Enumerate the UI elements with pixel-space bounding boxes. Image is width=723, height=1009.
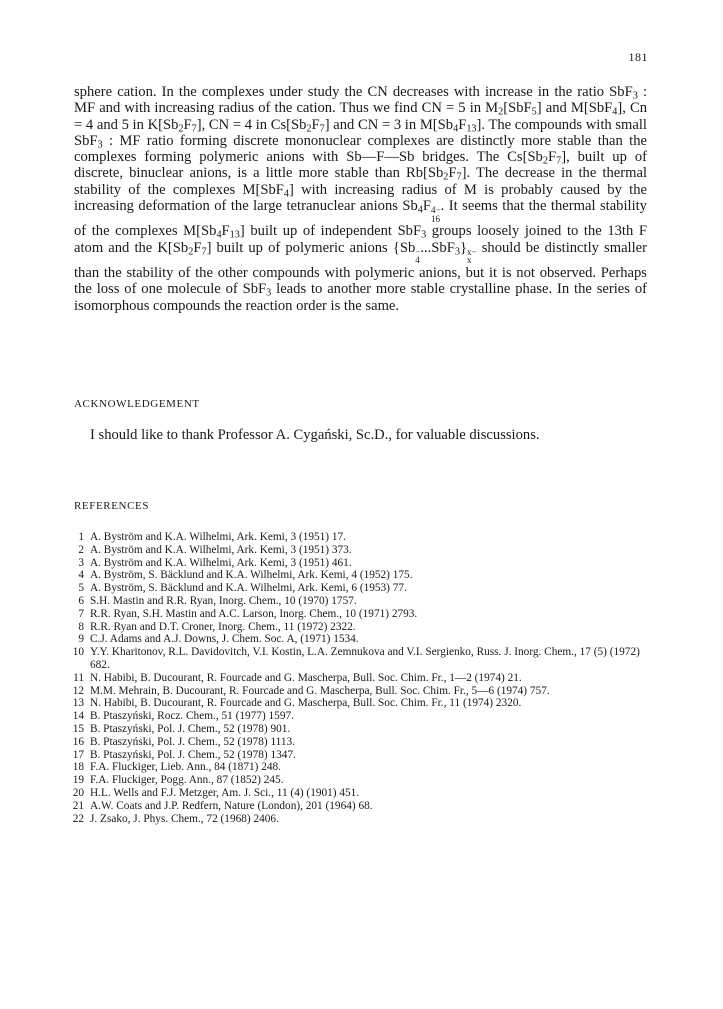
reference-item <box>60 710 650 723</box>
body-text-run: should be distinctly smaller than the stability of the other compounds with polymeric anions, but it is not observed. Perhaps the loss of one molecule of SbF <box>74 239 647 298</box>
subscript: 13 <box>466 123 477 135</box>
body-text-run: . It seems that the thermal stability of the complexes M[Sb <box>74 198 647 240</box>
body-text-run: } <box>459 239 467 256</box>
body-text-run: F <box>183 116 192 133</box>
body-text-run: F <box>458 116 467 133</box>
reference-text: H.L. Wells and F.J. Metzger, Am. J. Sci., 11 (4) (1901) 451. <box>90 786 360 799</box>
reference-text: A. Byström and K.A. Wilhelmi, Ark. Kemi, 3 (1951) 461. <box>90 556 352 569</box>
page-number: 181 <box>628 50 648 64</box>
subscript: 4 <box>216 229 222 241</box>
reference-text: A. Byström, S. Bäcklund and K.A. Wilhelmi, Ark. Kemi, 4 (1952) 175. <box>90 569 413 582</box>
reference-text: N. Habibi, B. Ducourant, R. Fourcade and G. Mascherpa, Bull. Soc. Chim. Fr., 11 (1974) 2320. <box>90 697 522 710</box>
body-text-run: : MF and with increasing radius of the cation. Thus we find CN = 5 in M <box>74 84 648 117</box>
reference-text: Y.Y. Kharitonov, R.L. Davidovitch, V.I. Kostin, L.A. Zemnukova and V.I. Sergienko, Russ. J. Inorg. Chem., 17 (5) (1972) 682. <box>90 646 640 671</box>
body-text-run: : MF ratio forming discrete mononuclear complexes are distinctly more stable than the complexes forming polymeric anions with Sb—F—Sb bridges. The Cs[Sb <box>74 132 647 166</box>
body-text-run: [SbF <box>503 100 532 117</box>
body-text-run: groups loosely joined to the 13th F atom and the K[Sb <box>74 223 647 256</box>
reference-text: F.A. Fluckiger, Lieb. Ann., 84 (1871) 248. <box>90 761 281 774</box>
reference-item <box>60 685 650 698</box>
reference-item <box>60 761 650 774</box>
subscript: 2 <box>443 172 449 184</box>
reference-number: 22 <box>72 812 84 825</box>
reference-text: F.A. Fluckiger, Pogg. Ann., 87 (1852) 245. <box>90 774 284 787</box>
reference-number: 13 <box>72 697 84 710</box>
reference-text: J. Zsako, J. Phys. Chem., 72 (1968) 2406. <box>90 812 279 825</box>
reference-number: 4 <box>78 569 84 582</box>
reference-number: 8 <box>78 620 84 633</box>
subscript: 7 <box>201 246 207 258</box>
reference-number: 20 <box>72 786 84 799</box>
reference-number: 14 <box>72 710 84 723</box>
subscript: 4 <box>612 106 618 118</box>
reference-text: B. Ptaszyński, Pol. J. Chem., 52 (1978) 1113. <box>90 735 296 748</box>
acknowledgement-heading: ACKNOWLEDGEMENT <box>74 398 200 410</box>
superscript: 4− <box>431 205 441 216</box>
superscript: x− <box>466 246 477 257</box>
reference-item <box>60 646 650 672</box>
reference-item <box>60 582 650 595</box>
subscript: x <box>466 255 472 266</box>
reference-number: 17 <box>72 748 84 761</box>
reference-number: 3 <box>78 556 84 569</box>
subscript: 2 <box>498 106 504 118</box>
reference-number: 10 <box>72 646 84 659</box>
subscript: 2 <box>178 123 184 135</box>
body-text-run: sphere cation. In the complexes under study the CN decreases with increase in the ratio SbF <box>74 84 633 100</box>
subscript: 5 <box>531 106 537 118</box>
reference-item <box>60 723 650 736</box>
reference-item <box>60 813 650 826</box>
body-text-run: ] and M[SbF <box>536 100 613 117</box>
reference-text: B. Ptaszyński, Pol. J. Chem., 52 (1978) 1347. <box>90 748 296 761</box>
reference-number: 11 <box>73 671 84 684</box>
body-text-run: ] built up of polymeric anions {Sb <box>206 239 416 256</box>
reference-item <box>60 569 650 582</box>
reference-number: 7 <box>78 607 84 620</box>
super-sub-stack <box>431 206 441 223</box>
body-text-run: F <box>193 239 202 256</box>
body-text-run: F <box>448 165 457 182</box>
subscript: 4 <box>283 188 289 200</box>
reference-item <box>60 749 650 762</box>
body-paragraph <box>74 84 647 314</box>
super-sub-stack <box>467 248 477 265</box>
reference-text: A.W. Coats and J.P. Redfern, Nature (London), 201 (1964) 68. <box>90 799 373 812</box>
subscript: 3 <box>632 90 638 102</box>
acknowledgement-text: I should like to thank Professor A. Cygański, Sc.D., for valuable discussions. <box>90 427 540 443</box>
reference-item <box>60 633 650 646</box>
reference-number: 9 <box>78 633 84 646</box>
subscript: 7 <box>556 155 562 167</box>
subscript: 4 <box>453 123 459 135</box>
body-text-run: ]. The compounds with small SbF <box>74 116 647 149</box>
subscript: 13 <box>229 229 240 241</box>
reference-number: 1 <box>78 531 84 543</box>
body-text-run: ] with increasing radius of M is probably caused by the increasing deformation of the large tetranuclear anions Sb <box>74 181 647 215</box>
subscript: 2 <box>542 155 548 167</box>
reference-number: 12 <box>72 684 84 697</box>
subscript: 16 <box>431 213 441 224</box>
reference-item <box>60 736 650 749</box>
reference-item <box>60 800 650 813</box>
body-text-run: ...SbF <box>420 239 455 256</box>
reference-text: B. Ptaszyński, Pol. J. Chem., 52 (1978) 901. <box>90 722 291 735</box>
subscript: 3 <box>97 139 103 151</box>
reference-item <box>60 621 650 634</box>
subscript: 4 <box>415 255 420 266</box>
references-heading: REFERENCES <box>74 500 150 512</box>
body-text-run: F <box>547 149 557 166</box>
subscript: 2 <box>306 123 312 135</box>
body-text-run: ]. The decrease in the thermal stability of the complexes M[SbF <box>74 165 647 198</box>
reference-number: 15 <box>72 722 84 735</box>
subscript: 2 <box>188 246 194 258</box>
reference-text: R.R. Ryan, S.H. Mastin and A.C. Larson, Inorg. Chem., 10 (1971) 2793. <box>90 607 418 620</box>
reference-text: A. Byström, S. Bäcklund and K.A. Wilhelmi, Ark. Kemi, 6 (1953) 77. <box>90 582 407 595</box>
subscript: 7 <box>319 123 325 135</box>
reference-item <box>60 544 650 557</box>
body-text-run: F <box>221 223 230 240</box>
reference-item <box>60 557 650 570</box>
superscript: − <box>415 246 421 257</box>
body-text-run: ] and CN = 3 in M[Sb <box>324 116 454 133</box>
reference-text: A. Byström and K.A. Wilhelmi, Ark. Kemi, 3 (1951) 373. <box>90 543 352 556</box>
subscript: 3 <box>454 246 460 258</box>
reference-number: 21 <box>72 799 84 812</box>
subscript: 7 <box>456 172 462 184</box>
reference-number: 19 <box>72 774 84 787</box>
reference-item <box>60 608 650 621</box>
reference-text: B. Ptaszyński, Rocz. Chem., 51 (1977) 1597. <box>90 710 294 723</box>
reference-item <box>60 672 650 685</box>
reference-number: 18 <box>72 761 84 774</box>
reference-item <box>60 595 650 608</box>
body-text-run: ], CN = 4 in Cs[Sb <box>196 116 307 133</box>
reference-number: 16 <box>72 735 84 748</box>
reference-number: 6 <box>78 594 84 607</box>
reference-item <box>60 531 650 544</box>
reference-list <box>60 531 650 825</box>
subscript: 3 <box>266 287 272 299</box>
subscript: 7 <box>191 123 197 135</box>
body-text-run: F <box>422 198 432 215</box>
subscript: 4 <box>417 204 423 216</box>
reference-text: M.M. Mehrain, B. Ducourant, R. Fourcade and G. Mascherpa, Bull. Soc. Chim. Fr., 5—6 (1974) 757. <box>90 684 550 697</box>
body-text-run: ] built up of independent SbF <box>239 223 422 240</box>
body-text-run: ], built up of discrete, binuclear anions, is a little more stable than Rb[Sb <box>74 149 647 182</box>
body-text-run: F <box>311 116 320 133</box>
reference-item <box>60 774 650 787</box>
reference-text: R.R. Ryan and D.T. Croner, Inorg. Chem., 11 (1972) 2322. <box>90 620 356 633</box>
reference-text: N. Habibi, B. Ducourant, R. Fourcade and G. Mascherpa, Bull. Soc. Chim. Fr., 1—2 (1974) 21. <box>90 671 522 684</box>
reference-number: 5 <box>78 582 84 595</box>
reference-item <box>60 787 650 800</box>
reference-item <box>60 697 650 710</box>
subscript: 3 <box>421 229 427 241</box>
body-text-run: ], Cn = 4 and 5 in K[Sb <box>74 100 647 133</box>
body-text-run: leads to another more stable crystalline phase. In the series of isomorphous compounds the reaction order is the same. <box>74 281 647 314</box>
reference-text: S.H. Mastin and R.R. Ryan, Inorg. Chem., 10 (1970) 1757. <box>90 594 357 607</box>
reference-text: A. Byström and K.A. Wilhelmi, Ark. Kemi, 3 (1951) 17. <box>90 531 347 543</box>
reference-text: C.J. Adams and A.J. Downs, J. Chem. Soc. A, (1971) 1534. <box>90 633 359 646</box>
reference-number: 2 <box>78 543 84 556</box>
